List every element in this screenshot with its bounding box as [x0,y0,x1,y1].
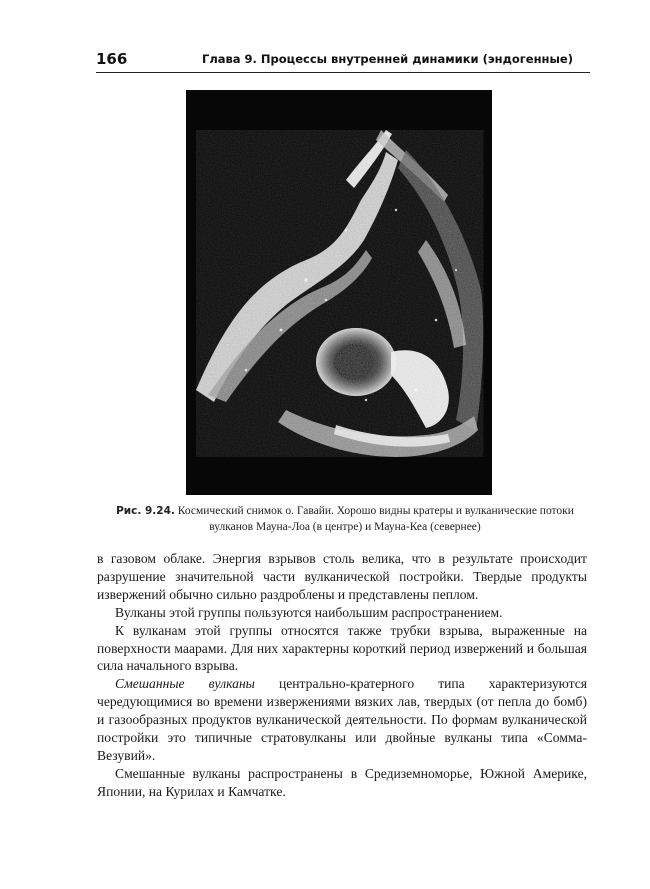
figure-caption [100,503,590,535]
body-text [97,550,587,801]
paragraph-4-text: центрально-кратерного типа характеризуются чередующимися во времени извержениями вязких лав, твердых (от пепла до бомб) и газообразных продуктов вулканической деятельности. По формам вулканической постройки это типичные стратовулканы или двойные вулканы типа «Сомма-Везувий». [97,676,587,763]
satellite-photo-icon [186,90,492,495]
figure-caption-label: Рис. 9.24. [116,505,175,517]
paragraph-5: Смешанные вулканы распространены в Средиземноморье, Южной Америке, Японии, на Курилах и Камчатке. [97,765,587,799]
paragraph-4 [97,675,587,765]
running-title: Глава 9. Процессы внутренней динамики (эндогенные) [202,52,573,66]
page-header [96,50,590,73]
paragraph-3: К вулканам этой группы относятся также трубки взрыва, выраженные на поверхности маарами. Для них характерны короткий период извержений и большая сила начального взрыва. [97,622,587,674]
paragraph-1: в газовом облаке. Энергия взрывов столь велика, что в результате происходит разрушение значительной части вулканической постройки. Твердые продукты извержений обычно сильно раздроблены и представлены пеплом. [97,551,587,602]
page-number: 166 [96,50,128,68]
satellite-photo-hawaii [186,90,492,495]
paragraph-2: Вулканы этой группы пользуются наибольшим распространением. [115,604,503,620]
term-mixed-volcanoes: Смешанные вулканы [115,676,255,692]
figure-caption-text: Космический снимок о. Гавайи. Хорошо видны кратеры и вулканические потоки вулканов Мауна-Лоа (в центре) и Мауна-Кеа (севернее) [177,505,574,533]
